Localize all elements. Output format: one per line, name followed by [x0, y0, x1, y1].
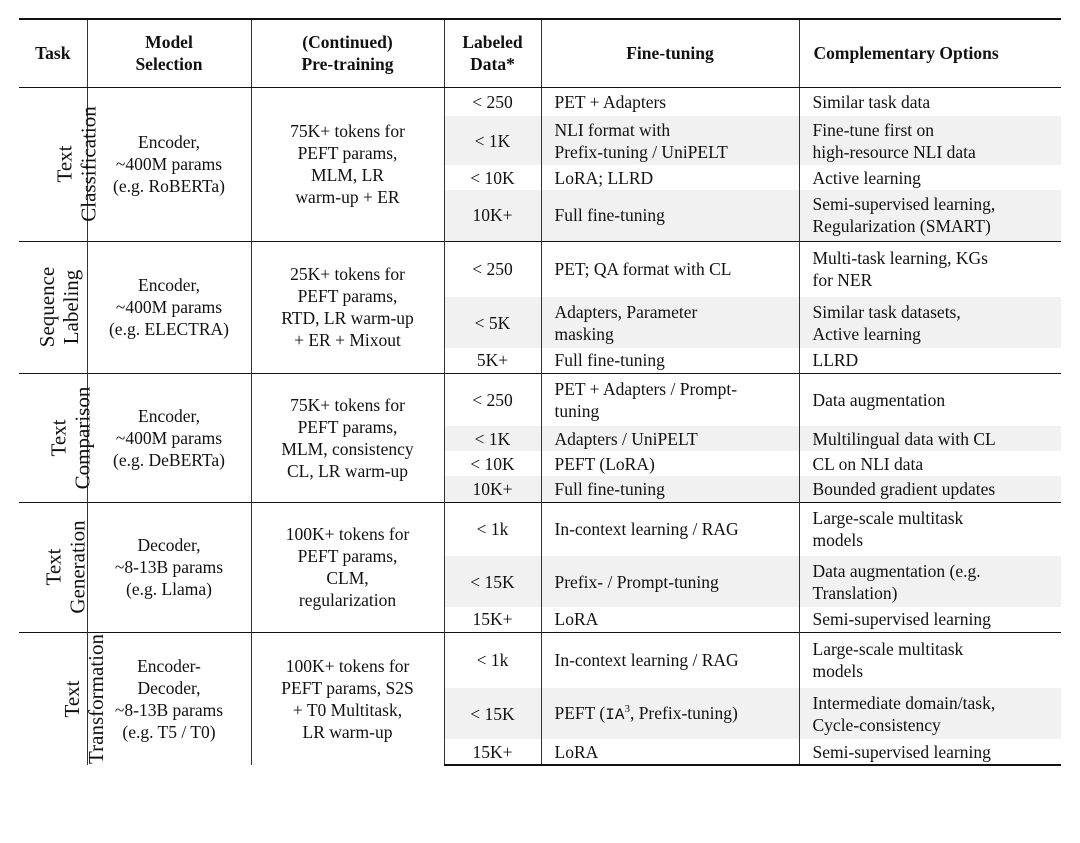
labeled-data-cell: < 1k: [444, 632, 541, 688]
complementary-cell: Similar task data: [799, 87, 1061, 116]
labeled-data-cell: < 15K: [444, 688, 541, 739]
header-finetuning: Fine-tuning: [541, 19, 799, 87]
complementary-cell: Bounded gradient updates: [799, 476, 1061, 502]
complementary-cell: Similar task datasets, Active learning: [799, 297, 1061, 348]
finetuning-cell: Prefix- / Prompt-tuning: [541, 556, 799, 607]
finetuning-cell: In-context learning / RAG: [541, 632, 799, 688]
finetuning-cell: Full fine-tuning: [541, 476, 799, 502]
table-row: [19, 632, 1061, 688]
complementary-cell: Semi-supervised learning: [799, 739, 1061, 765]
complementary-cell: Large-scale multitask models: [799, 632, 1061, 688]
finetuning-cell: Adapters / UniPELT: [541, 426, 799, 451]
table-row: [19, 241, 1061, 297]
complementary-cell: Data augmentation (e.g. Translation): [799, 556, 1061, 607]
pretraining-cell: 75K+ tokens for PEFT params, MLM, LR warm-up + ER: [251, 87, 444, 241]
finetuning-cell: In-context learning / RAG: [541, 502, 799, 556]
labeled-data-cell: < 250: [444, 373, 541, 426]
header-task: Task: [19, 19, 87, 87]
labeled-data-cell: 5K+: [444, 348, 541, 373]
complementary-cell: Data augmentation: [799, 373, 1061, 426]
recommendations-table: [19, 18, 1061, 766]
header-row: [19, 19, 1061, 87]
header-pretraining: (Continued) Pre-training: [251, 19, 444, 87]
finetuning-cell: PET + Adapters: [541, 87, 799, 116]
finetuning-cell: Full fine-tuning: [541, 190, 799, 241]
pretraining-cell: 100K+ tokens for PEFT params, CLM, regularization: [251, 502, 444, 632]
table-row: [19, 87, 1061, 116]
complementary-cell: LLRD: [812, 350, 859, 371]
table-row: [19, 502, 1061, 556]
header-model: Model Selection: [87, 19, 251, 87]
task-label: Sequence Labeling: [19, 241, 87, 373]
finetuning-cell: PEFT ($IA^3$, Prefix-tuning): [541, 688, 799, 739]
labeled-data-cell: 10K+: [444, 190, 541, 241]
task-label: Text Classification: [19, 87, 87, 241]
model-selection-cell: Decoder, ~8-13B params (e.g. Llama): [87, 502, 251, 632]
labeled-data-cell: < 5K: [444, 297, 541, 348]
task-label: Text Comparison: [19, 373, 87, 502]
complementary-cell: Large-scale multitask models: [799, 502, 1061, 556]
finetuning-cell: NLI format with Prefix-tuning / UniPELT: [541, 116, 799, 165]
complementary-cell: Active learning: [812, 167, 921, 188]
finetuning-cell: LoRA; LLRD: [541, 165, 799, 190]
labeled-data-cell: < 10K: [444, 451, 541, 476]
task-label: Text Generation: [19, 502, 87, 632]
model-selection-cell: Encoder- Decoder, ~8-13B params (e.g. T5 / T0): [87, 632, 251, 765]
labeled-data-cell: < 250: [444, 241, 541, 297]
finetuning-cell: LoRA: [541, 607, 799, 632]
header-complementary: Complementary Options: [799, 19, 1061, 87]
labeled-data-cell: < 1K: [444, 426, 541, 451]
model-selection-cell: Encoder, ~400M params (e.g. ELECTRA): [87, 241, 251, 373]
finetuning-cell: Full fine-tuning: [541, 348, 799, 373]
ia3-mono: IA: [605, 705, 625, 724]
finetuning-cell: PET; QA format with CL: [541, 241, 799, 297]
complementary-cell: Semi-supervised learning, Regularization (SMART): [799, 190, 1061, 241]
finetuning-cell: PEFT (LoRA): [541, 451, 799, 476]
finetuning-cell: LoRA: [541, 739, 799, 765]
labeled-data-cell: < 10K: [444, 165, 541, 190]
finetuning-cell: Adapters, Parameter masking: [541, 297, 799, 348]
complementary-cell: CL on NLI data: [812, 453, 924, 474]
labeled-data-cell: < 250: [444, 87, 541, 116]
model-selection-cell: Encoder, ~400M params (e.g. DeBERTa): [87, 373, 251, 502]
complementary-cell: Multi-task learning, KGs for NER: [799, 241, 1061, 297]
complementary-cell: Fine-tune first on high-resource NLI data: [799, 116, 1061, 165]
complementary-cell: Semi-supervised learning: [812, 609, 991, 630]
labeled-data-cell: < 15K: [444, 556, 541, 607]
complementary-cell: Multilingual data with CL: [799, 426, 1061, 451]
table-row: [19, 373, 1061, 426]
finetuning-cell: PET + Adapters / Prompt- tuning: [541, 373, 799, 426]
pretraining-cell: 25K+ tokens for PEFT params, RTD, LR warm-up + ER + Mixout: [251, 241, 444, 373]
labeled-data-cell: < 1K: [444, 116, 541, 165]
pretraining-cell: 75K+ tokens for PEFT params, MLM, consistency CL, LR warm-up: [251, 373, 444, 502]
complementary-cell: Intermediate domain/task, Cycle-consistency: [799, 688, 1061, 739]
labeled-data-cell: < 1k: [444, 502, 541, 556]
labeled-data-cell: 15K+: [444, 607, 541, 632]
model-selection-cell: Encoder, ~400M params (e.g. RoBERTa): [87, 87, 251, 241]
task-label: Text Transformation: [19, 632, 87, 765]
header-labeled-data: Labeled Data*: [444, 19, 541, 87]
labeled-data-cell: 15K+: [444, 739, 541, 765]
pretraining-cell: 100K+ tokens for PEFT params, S2S + T0 Multitask, LR warm-up: [251, 632, 444, 765]
labeled-data-cell: 10K+: [444, 476, 541, 502]
